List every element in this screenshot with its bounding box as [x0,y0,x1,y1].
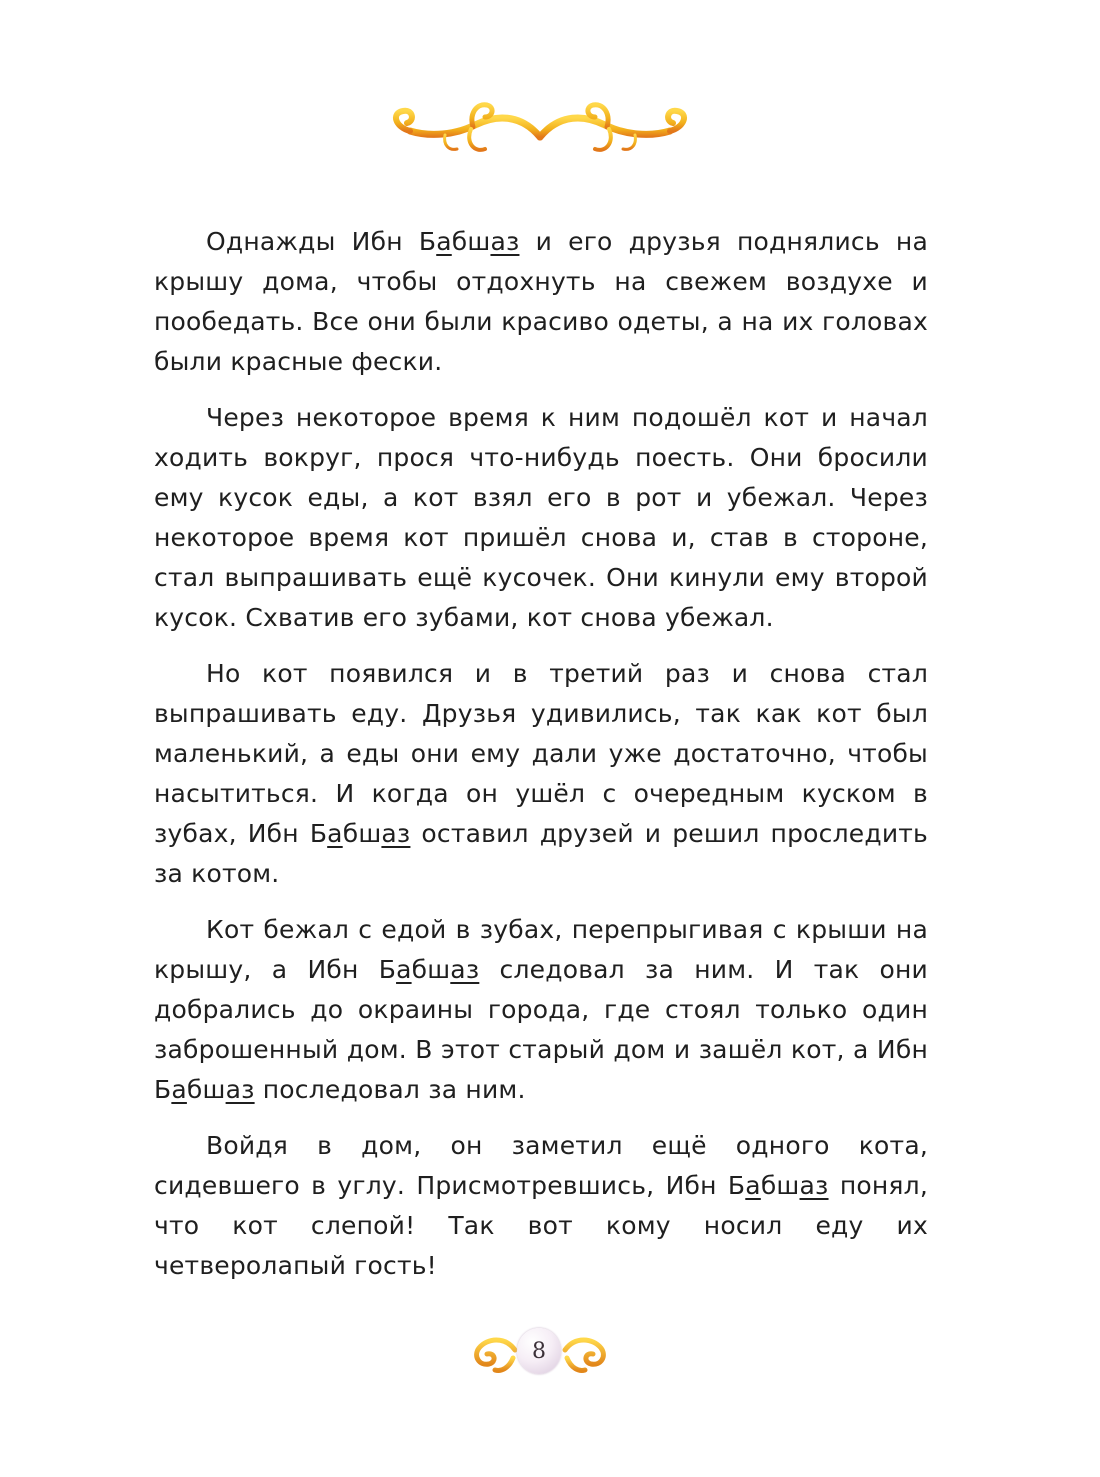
stress-underline-text: а [745,1171,761,1200]
stress-underline-text: аз [490,227,520,256]
stress-underline-text: а [436,227,452,256]
text-segment: понял, что кот слепой! Так вот кому носил еду их четверолапый гость! [154,1171,928,1280]
text-segment: Войдя в дом, он заметил ещё одного кота, сидевшего в углу. Присмотревшись, Ибн Б [154,1131,928,1200]
story-text [154,222,928,1302]
text-segment: бш [760,1171,800,1200]
text-segment: Через некоторое время к ним подошёл кот и начал ходить вокруг, прося что-нибудь поесть. Они бросили ему кусок еды, а кот взял его в рот и убежал. Через некоторое время кот пришёл снова и, став в стороне, стал выпрашивать ещё кусочек. Они кинули ему второй кусок. Схватив его зубами, кот снова убежал. [154,403,928,632]
paragraph [154,1126,928,1286]
stress-underline-text: аз [225,1075,255,1104]
stress-underline-text: аз [450,955,480,984]
header-ornament-icon [385,95,695,165]
stress-underline-text: а [327,819,343,848]
text-segment: и его друзья поднялись на крышу дома, чтобы отдохнуть на свежем воздухе и пообедать. Все они были красиво одеты, а на их головах были красные фески. [154,227,928,376]
text-segment: последовал за ним. [254,1075,526,1104]
stress-underline-text: аз [381,819,411,848]
paragraph [154,910,928,1110]
text-segment: оставил друзей и решил проследить за котом. [154,819,928,888]
text-segment: следовал за ним. И так они добрались до окраины города, где стоял только один заброшенный дом. В этот старый дом и зашёл кот, а Ибн Б [154,955,928,1104]
paragraph [154,398,928,638]
text-segment: Кот бежал с едой в зубах, перепрыгивая с крыши на крышу, а Ибн Б [154,915,928,984]
text-segment: Но кот появился и в третий раз и снова стал выпрашивать еду. Друзья удивились, так как кот был маленький, а еды они ему дали уже достаточно, чтобы насытиться. И когда он ушёл с очередным куском в зубах, Ибн Б [154,659,928,848]
text-segment: бш [411,955,451,984]
stress-underline-text: а [396,955,412,984]
text-segment: бш [342,819,382,848]
text-segment: бш [451,227,491,256]
page-footer [465,1322,615,1380]
stress-underline-text: аз [799,1171,829,1200]
page-number: 8 [517,1328,561,1374]
paragraph [154,222,928,382]
text-segment: бш [186,1075,226,1104]
paragraph [154,654,928,894]
stress-underline-text: а [171,1075,187,1104]
text-segment: Однажды Ибн Б [206,227,437,256]
